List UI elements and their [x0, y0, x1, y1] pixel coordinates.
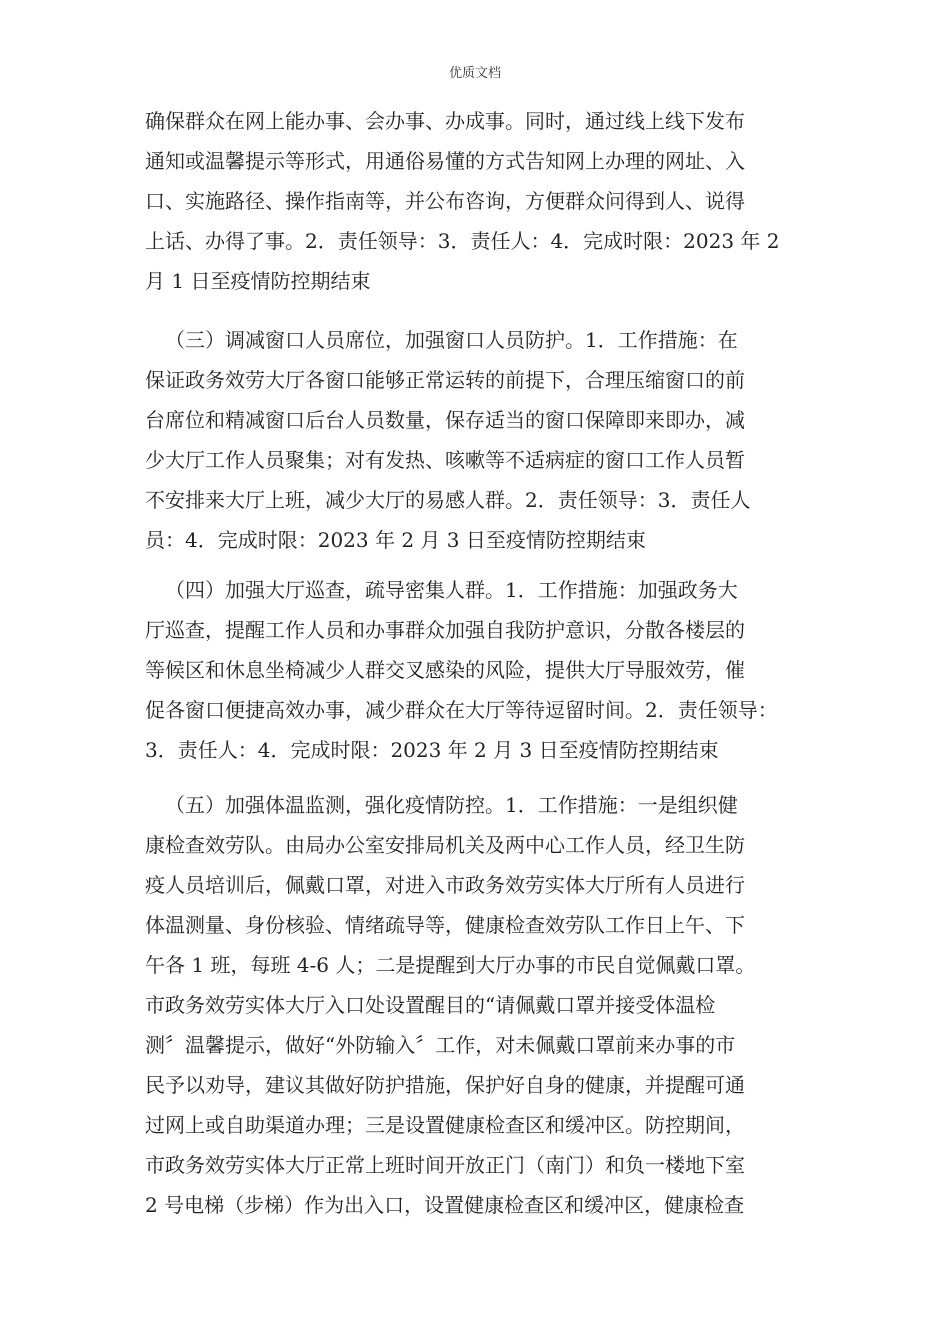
paragraph-line: （四）加强大厅巡查，疏导密集人群。1．工作措施：加强政务大 — [165, 578, 738, 602]
paragraph-line: 过网上或自助渠道办理；三是设置健康检查区和缓冲区。防控期间， — [145, 1113, 745, 1137]
paragraph-line: 口、实施路径、操作指南等，并公布咨询，方便群众问得到人、说得 — [145, 189, 745, 213]
paragraph-line: 市政务效劳实体大厅入口处设置醒目的“请佩戴口罩并接受体温检 — [145, 993, 716, 1017]
paragraph-line: 等候区和休息坐椅减少人群交叉感染的风险，提供大厅导服效劳，催 — [145, 658, 745, 682]
paragraph-line: 月 1 日至疫情防控期结束 — [145, 269, 371, 293]
paragraph-line: （五）加强体温监测，强化疫情防控。1．工作措施：一是组织健 — [165, 793, 738, 817]
paragraph-line: 上话、办得了事。2．责任领导：3．责任人：4．完成时限：2023 年 2 — [145, 229, 780, 253]
paragraph-line: 通知或温馨提示等形式，用通俗易懂的方式告知网上办理的网址、入 — [145, 149, 745, 173]
paragraph-line: 厅巡查，提醒工作人员和办事群众加强自我防护意识，分散各楼层的 — [145, 618, 745, 642]
paragraph-line: 少大厅工作人员聚集；对有发热、咳嗽等不适病症的窗口工作人员暂 — [145, 448, 745, 472]
paragraph-line: 促各窗口便捷高效办事，减少群众在大厅等待逗留时间。2．责任领导： — [145, 698, 778, 722]
paragraph-line: 2 号电梯（步梯）作为出入口，设置健康检查区和缓冲区，健康检查 — [145, 1193, 745, 1217]
paragraph-line: 员：4．完成时限：2023 年 2 月 3 日至疫情防控期结束 — [145, 528, 646, 552]
paragraph-line: 保证政务效劳大厅各窗口能够正常运转的前提下，合理压缩窗口的前 — [145, 368, 745, 392]
paragraph-line: 康检查效劳队。由局办公室安排局机关及两中心工作人员，经卫生防 — [145, 833, 745, 857]
page-header: 优质文档 — [448, 66, 501, 81]
paragraph-line: 市政务效劳实体大厅正常上班时间开放正门（南门）和负一楼地下室 — [145, 1153, 745, 1177]
paragraph-line: 测〞温馨提示，做好“外防输入〞工作，对未佩戴口罩前来办事的市 — [145, 1033, 736, 1057]
paragraph-line: 体温测量、身份核验、情绪疏导等，健康检查效劳队工作日上午、下 — [145, 913, 745, 937]
paragraph-line: 午各 1 班，每班 4-6 人；二是提醒到大厅办事的市民自觉佩戴口罩。 — [145, 953, 756, 977]
paragraph-line: 民予以劝导，建议其做好防护措施，保护好自身的健康，并提醒可通 — [145, 1073, 745, 1097]
paragraph-line: 3．责任人：4．完成时限：2023 年 2 月 3 日至疫情防控期结束 — [145, 738, 719, 762]
paragraph-line: 确保群众在网上能办事、会办事、办成事。同时，通过线上线下发布 — [145, 109, 745, 133]
paragraph-line: 疫人员培训后，佩戴口罩，对进入市政务效劳实体大厅所有人员进行 — [145, 873, 745, 897]
paragraph-line: 不安排来大厅上班，减少大厅的易感人群。2．责任领导：3．责任人 — [145, 488, 751, 512]
paragraph-line: 台席位和精减窗口后台人员数量，保存适当的窗口保障即来即办，减 — [145, 408, 745, 432]
paragraph-line: （三）调减窗口人员席位，加强窗口人员防护。1．工作措施：在 — [165, 328, 738, 352]
